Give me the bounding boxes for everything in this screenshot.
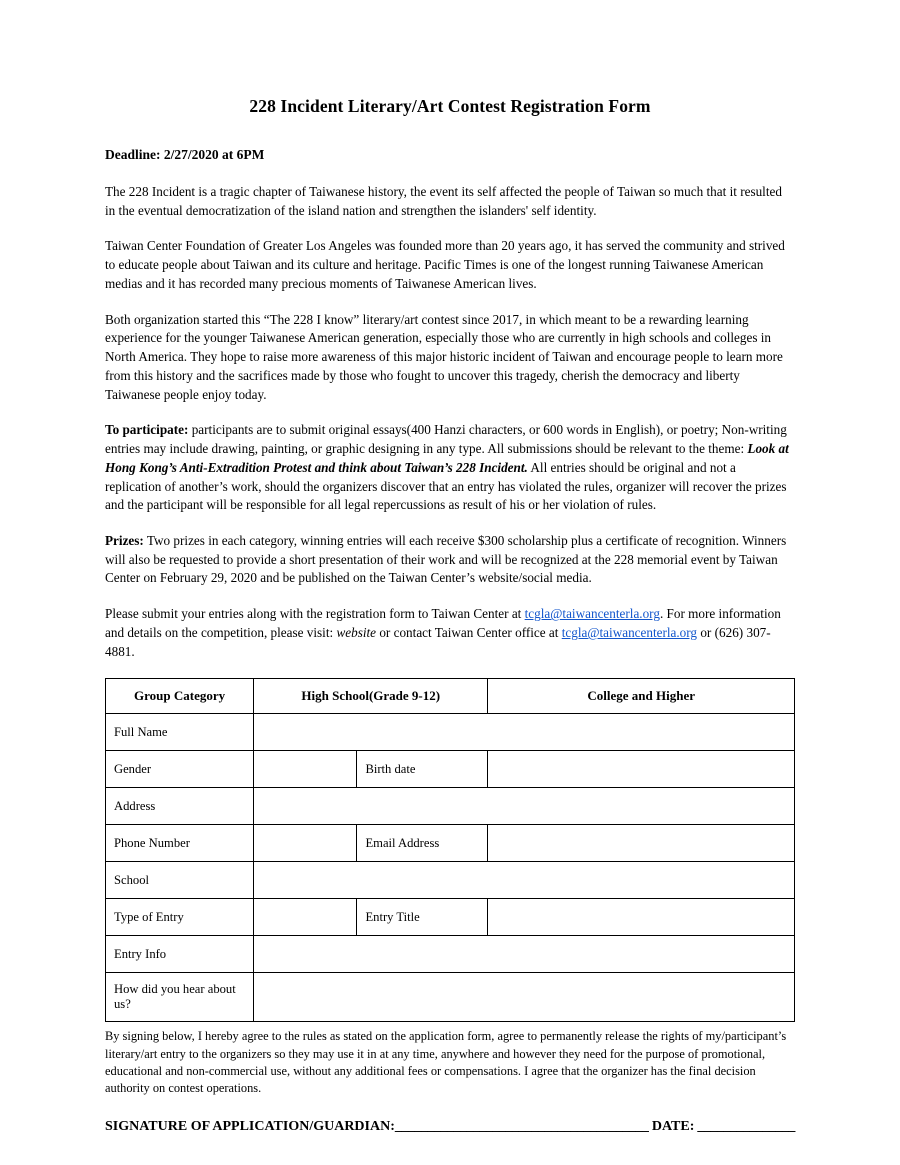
field-entry-title[interactable] [488, 899, 795, 936]
participate-text-a: participants are to submit original essays(400 Hanzi characters, or 600 words in English), or poetry; Non-writing entries may include drawing, painting, or graphic designing in any type. All submissions should be relevant to the theme: [105, 422, 787, 457]
submission-text-a: Please submit your entries along with the registration form to Taiwan Center at [105, 606, 525, 622]
paragraph-intro: The 228 Incident is a tragic chapter of Taiwanese history, the event its self affected the people of Taiwan so much that it resulted in the eventual democratization of the island nation and strengthen the islanders' self identity. [105, 184, 782, 218]
date-label: DATE: [648, 1118, 695, 1134]
table-header-row [106, 679, 795, 714]
row-label-full-name: Full Name [106, 714, 254, 751]
row-label-email-address: Email Address [357, 825, 488, 862]
prizes-label: Prizes: [105, 533, 144, 549]
row-label-type-of-entry: Type of Entry [106, 899, 254, 936]
table-row [106, 788, 795, 825]
field-school[interactable] [254, 862, 795, 899]
website-link[interactable]: website [336, 624, 377, 640]
submission-text-c: or contact Taiwan Center office at [376, 624, 562, 640]
registration-table [105, 678, 795, 1022]
participate-label: To participate: [105, 422, 189, 438]
field-full-name[interactable] [254, 714, 795, 751]
participate-theme: Look at Hong Kong’s Anti-Extradition Protest and think about Taiwan’s 228 Incident. [105, 441, 789, 475]
page-title: 228 Incident Literary/Art Contest Registration Form [249, 96, 651, 116]
signature-line [105, 1119, 795, 1135]
prizes-text: Two prizes in each category, winning entries will each receive $300 scholarship plus a certificate of recognition. Winners will also be requested to provide a short presentation of their work and will be recognized at the 228 memorial event by Taiwan Center on February 29, 2020 and be published on the Taiwan Center’s website/social media. [105, 533, 787, 586]
table-row [106, 899, 795, 936]
row-label-school: School [106, 862, 254, 899]
signature-label: SIGNATURE OF APPLICATION/GUARDIAN: [105, 1118, 395, 1134]
header-college: College and Higher [488, 679, 795, 714]
field-address[interactable] [254, 788, 795, 825]
header-group-category: Group Category [106, 679, 254, 714]
submission-text-b: . For more information and details on the competition, please visit: [105, 606, 781, 640]
table-row [106, 714, 795, 751]
participate-text-b: All entries should be original and not a replication of another’s work, should the organizers discover that an entry has violated the rules, organizer will recover the prizes and the participant will be responsible for all legal repercussions as result of his or her violation of rules. [105, 459, 787, 513]
row-label-entry-info: Entry Info [106, 936, 254, 973]
row-label-phone-number: Phone Number [106, 825, 254, 862]
field-birth-date[interactable] [488, 751, 795, 788]
header-high-school: High School(Grade 9-12) [254, 679, 488, 714]
table-row [106, 973, 795, 1022]
field-email-address[interactable] [488, 825, 795, 862]
paragraph-contest-history: Both organization started this “The 228 I know” literary/art contest since 2017, in which meant to be a rewarding learning experience for the younger Taiwanese American generation, especially those who are currently in high schools and colleges in North America. They hope to raise more awareness of this major historic incident of Taiwan and encourage people to learn more from this history and the sacrifices made by those who fought to uncover this tragedy, cherish the democracy and liberty Taiwanese people enjoy today. [105, 311, 783, 402]
email-link-secondary[interactable]: tcgla@taiwancenterla.org [561, 624, 698, 640]
submission-text-d: or (626) 307-4881. [105, 624, 771, 659]
field-entry-info[interactable] [254, 936, 795, 973]
paragraph-prizes [105, 532, 795, 588]
field-phone-number[interactable] [254, 825, 357, 862]
row-label-how-did-you-hear: How did you hear about us? [106, 973, 254, 1022]
deadline-label: Deadline: [105, 147, 161, 162]
email-link-primary[interactable]: tcgla@taiwancenterla.org [524, 606, 660, 622]
row-label-entry-title: Entry Title [357, 899, 488, 936]
deadline-line [105, 147, 795, 163]
field-type-of-entry[interactable] [254, 899, 357, 936]
deadline-value: 2/27/2020 at 6PM [160, 147, 265, 162]
row-label-birth-date: Birth date [357, 751, 488, 788]
agreement-text: By signing below, I hereby agree to the rules as stated on the application form, agree to permanently release the rights of my/participant’s literary/art entry to the organizers so they may use it in at any time, anywhere and however they need for the purpose of promotional, educational and non-commercial use, without any additional fees or compensations. I agree that the organizer has the final decision authority on contest operations. [105, 1029, 787, 1095]
table-row [106, 862, 795, 899]
date-blank[interactable]: _______________ [694, 1118, 795, 1134]
row-label-gender: Gender [106, 751, 254, 788]
signature-blank[interactable]: _______________________________________ [394, 1118, 649, 1134]
paragraph-organizations: Taiwan Center Foundation of Greater Los Angeles was founded more than 20 years ago, it has served the community and strived to educate people about Taiwan and its culture and heritage. Pacific Times is one of the longest running Taiwanese American medias and it has recorded many precious moments of Taiwanese American lives. [105, 238, 785, 291]
field-gender[interactable] [254, 751, 357, 788]
row-label-address: Address [106, 788, 254, 825]
paragraph-participate [105, 421, 795, 515]
table-row [106, 825, 795, 862]
field-how-did-you-hear[interactable] [254, 973, 795, 1022]
table-row [106, 751, 795, 788]
paragraph-submission [105, 605, 795, 661]
table-row [106, 936, 795, 973]
